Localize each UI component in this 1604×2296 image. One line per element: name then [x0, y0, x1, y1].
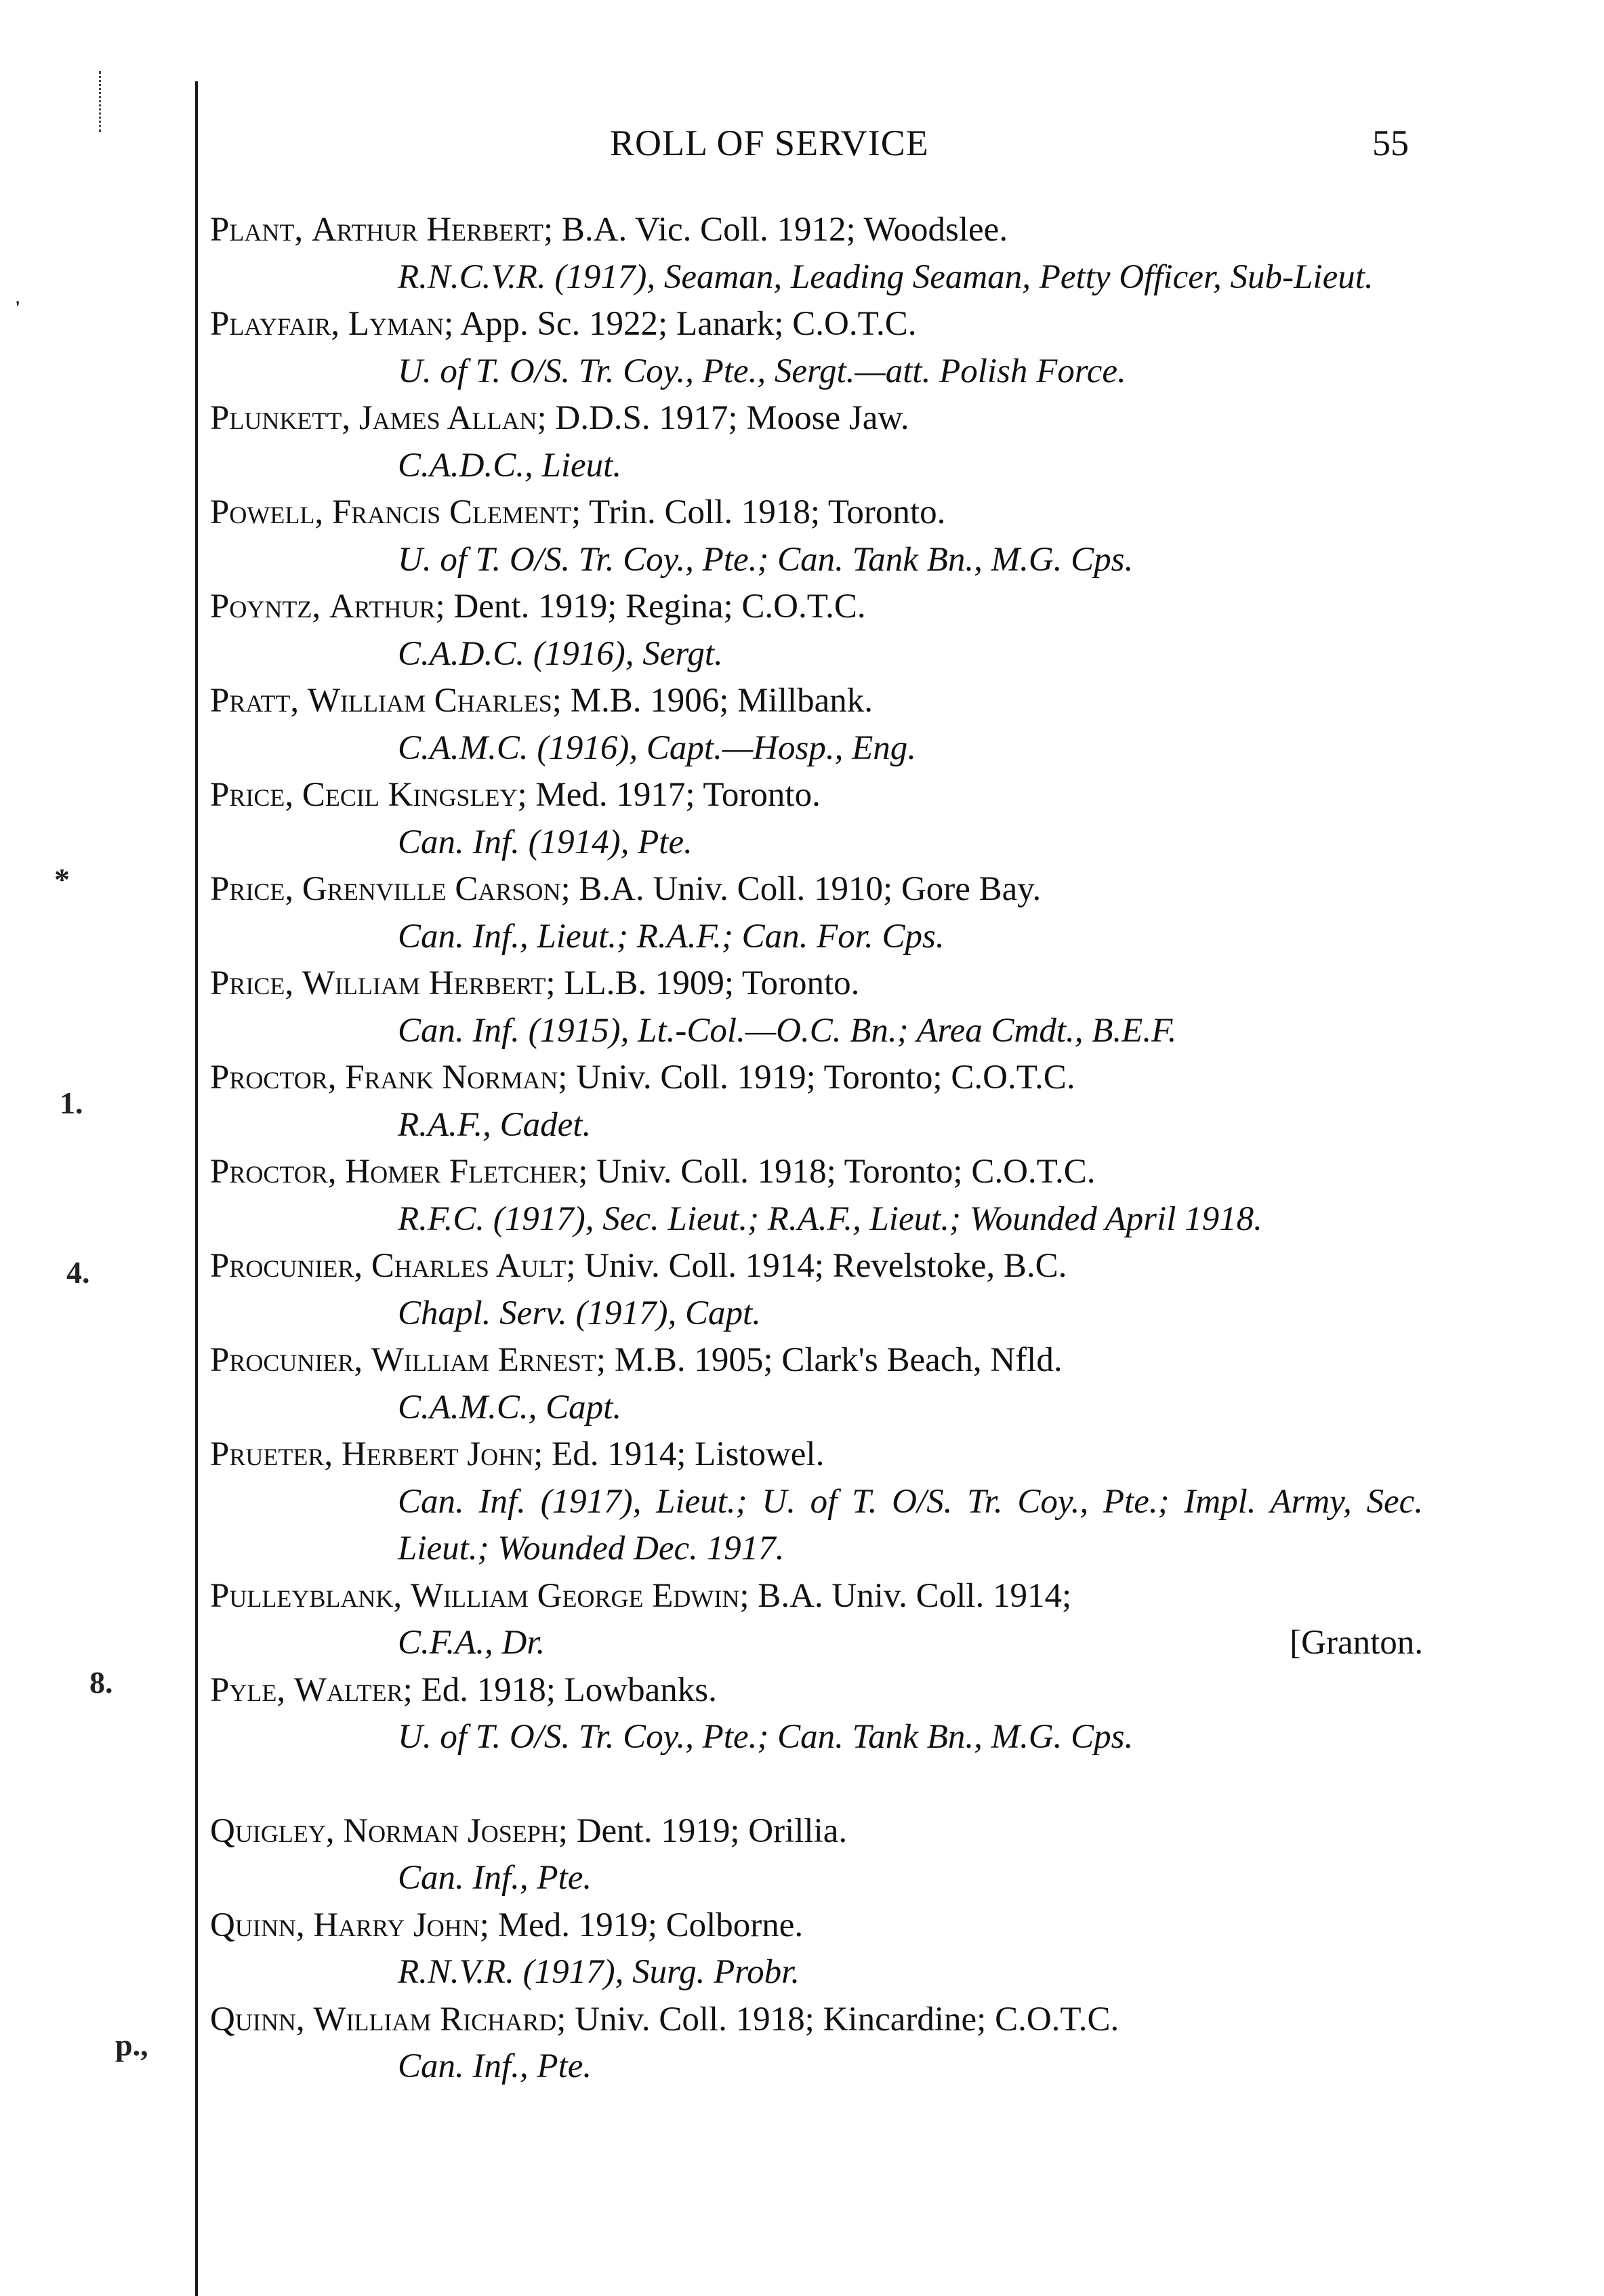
roll-entry [210, 960, 1423, 1054]
roll-entry [210, 583, 1423, 678]
surname: Pyle [210, 1670, 277, 1709]
roll-entry [210, 1573, 1423, 1667]
entry-details: App. Sc. 1922; Lanark; C.O.T.C. [460, 305, 917, 343]
service-text: U. of T. O/S. Tr. Coy., Pte.; Can. Tank Bn., M.G. Cps. [398, 1718, 1134, 1756]
surname: Proctor [210, 1153, 328, 1191]
entry-heading-line: Procunier, Charles Ault; Univ. Coll. 1914; Revelstoke, B.C. [210, 1247, 1067, 1285]
service-text: Can. Inf., Pte. [398, 2047, 592, 2085]
margin-mark: p., [115, 2028, 148, 2062]
forenames: Charles Ault [371, 1247, 567, 1285]
entry-heading-line: Quinn, William Richard; Univ. Coll. 1918; Kincardine; C.O.T.C. [210, 2000, 1119, 2038]
entry-details: B.A. Vic. Coll. 1912; Woodslee. [561, 211, 1008, 249]
roll-entry [210, 1337, 1423, 1431]
service-record [210, 443, 1423, 490]
roll-entry [210, 1431, 1423, 1573]
surname: Plunkett [210, 399, 342, 437]
page-margin-rule [195, 81, 198, 2296]
service-text: C.F.A., Dr. [398, 1624, 546, 1662]
roll-of-service-list [210, 207, 1423, 2091]
entry-details: LL.B. 1909; Toronto. [564, 964, 860, 1002]
forenames: Frank Norman [345, 1059, 558, 1096]
service-text: Can. Inf., Pte. [398, 1859, 592, 1897]
entry-heading-line: Poyntz, Arthur; Dent. 1919; Regina; C.O.T.C. [210, 588, 866, 626]
surname: Pulleyblank [210, 1576, 394, 1615]
roll-entry [210, 1054, 1423, 1149]
service-text: R.N.V.R. (1917), Surg. Probr. [398, 1953, 800, 1991]
roll-entry [210, 489, 1423, 583]
margin-mark: 8. [89, 1665, 113, 1700]
surname: Price [210, 870, 285, 908]
section-gap [210, 1761, 1423, 1808]
entry-details: Med. 1919; Colborne. [497, 1906, 804, 1944]
service-record [210, 819, 1423, 867]
page-title: ROLL OF SERVICE [610, 123, 929, 163]
roll-entry [210, 1667, 1423, 1761]
service-record [210, 1196, 1423, 1244]
entry-heading-line: Playfair, Lyman; App. Sc. 1922; Lanark; C.O.T.C. [210, 305, 917, 343]
service-text: R.A.F., Cadet. [398, 1105, 592, 1144]
entry-heading-line: Proctor, Homer Fletcher; Univ. Coll. 1918; Toronto; C.O.T.C. [210, 1153, 1096, 1191]
entry-heading-line: Price, William Herbert; LL.B. 1909; Toronto. [210, 964, 860, 1002]
service-record [210, 1385, 1423, 1432]
service-text: Chapl. Serv. (1917), Capt. [398, 1294, 761, 1332]
entry-heading-line: Plant, Arthur Herbert; B.A. Vic. Coll. 1912; Woodslee. [210, 211, 1008, 249]
page-number: 55 [1372, 123, 1409, 163]
roll-entry [210, 1808, 1423, 1902]
entry-details: Ed. 1914; Listowel. [552, 1435, 825, 1473]
service-text: Can. Inf. (1915), Lt.-Col.—O.C. Bn.; Area Cmdt., B.E.F. [398, 1011, 1177, 1050]
entry-details: Univ. Coll. 1918; Kincardine; C.O.T.C. [575, 2000, 1119, 2038]
forenames: William George Edwin [410, 1576, 740, 1615]
service-record [210, 914, 1423, 961]
roll-entry [210, 1996, 1423, 2091]
margin-mark: 1. [60, 1086, 83, 1120]
forenames: Arthur [329, 588, 436, 626]
entry-details: Dent. 1919; Regina; C.O.T.C. [453, 588, 866, 626]
entry-details: Med. 1917; Toronto. [535, 776, 821, 814]
surname: Plant [210, 211, 295, 249]
service-record [210, 631, 1423, 678]
service-record [210, 1949, 1423, 1996]
surname: Quigley [210, 1811, 326, 1850]
forenames: Herbert John [341, 1435, 534, 1473]
forenames: Arthur Herbert [311, 211, 543, 249]
entry-details: B.A. Univ. Coll. 1910; Gore Bay. [579, 870, 1042, 908]
surname: Poyntz [210, 588, 312, 626]
entry-heading-line: Price, Cecil Kingsley; Med. 1917; Toronto. [210, 776, 821, 814]
surname: Quinn [210, 1906, 296, 1944]
entry-heading-line: Prueter, Herbert John; Ed. 1914; Listowel. [210, 1435, 825, 1473]
surname: Price [210, 964, 285, 1002]
entry-heading-line: Quigley, Norman Joseph; Dent. 1919; Orillia. [210, 1811, 848, 1850]
forenames: Walter [293, 1670, 403, 1709]
service-record [210, 725, 1423, 773]
entry-details: Ed. 1918; Lowbanks. [421, 1670, 717, 1709]
entry-heading-line: Proctor, Frank Norman; Univ. Coll. 1919; Toronto; C.O.T.C. [210, 1059, 1075, 1096]
forenames: James Allan [358, 399, 537, 437]
surname: Procunier [210, 1341, 354, 1379]
surname: Prueter [210, 1435, 325, 1473]
service-text: U. of T. O/S. Tr. Coy., Pte., Sergt.—att. Polish Force. [398, 352, 1126, 390]
service-text: C.A.M.C., Capt. [398, 1388, 622, 1427]
service-record [210, 2043, 1423, 2091]
service-record [210, 1714, 1423, 1761]
service-text: Can. Inf. (1917), Lieut.; U. of T. O/S. Tr. Coy., Pte.; Impl. Army, Sec. Lieut.; Wounded Dec. 1917. [398, 1482, 1423, 1567]
surname: Procunier [210, 1247, 354, 1285]
forenames: William Charles [307, 682, 552, 720]
running-head [0, 122, 1604, 176]
roll-entry [210, 678, 1423, 772]
surname: Pratt [210, 682, 291, 720]
service-text: C.A.D.C. (1916), Sergt. [398, 634, 723, 673]
roll-entry [210, 207, 1423, 301]
roll-entry [210, 1902, 1423, 1996]
roll-entry [210, 772, 1423, 866]
service-text: C.A.D.C., Lieut. [398, 446, 622, 485]
surname: Powell [210, 493, 315, 531]
entry-heading-line: Price, Grenville Carson; B.A. Univ. Coll. 1910; Gore Bay. [210, 870, 1042, 908]
entry-details: Univ. Coll. 1914; Revelstoke, B.C. [584, 1247, 1067, 1285]
entry-details: M.B. 1905; Clark's Beach, Nfld. [614, 1341, 1063, 1379]
surname: Proctor [210, 1059, 328, 1096]
forenames: Harry John [313, 1906, 480, 1944]
forenames: Cecil Kingsley [302, 776, 518, 814]
entry-heading-line: Quinn, Harry John; Med. 1919; Colborne. [210, 1906, 804, 1944]
entry-details: Univ. Coll. 1919; Toronto; C.O.T.C. [576, 1059, 1075, 1096]
forenames: William Herbert [302, 964, 546, 1002]
entry-details: Trin. Coll. 1918; Toronto. [588, 493, 946, 531]
forenames: Homer Fletcher [345, 1153, 579, 1191]
forenames: William Richard [313, 2000, 557, 2038]
service-record [210, 1479, 1423, 1573]
service-record [210, 1008, 1423, 1055]
details-runover: [Granton. [1290, 1624, 1423, 1662]
entry-heading-line: Plunkett, James Allan; D.D.S. 1917; Moose Jaw. [210, 399, 909, 437]
entry-heading-line: Pyle, Walter; Ed. 1918; Lowbanks. [210, 1670, 717, 1709]
roll-entry [210, 1149, 1423, 1243]
forenames: William Ernest [371, 1341, 596, 1379]
service-text: Can. Inf. (1914), Pte. [398, 823, 693, 861]
service-record [210, 254, 1423, 302]
roll-entry [210, 301, 1423, 395]
entry-details: Univ. Coll. 1918; Toronto; C.O.T.C. [596, 1153, 1096, 1191]
roll-entry [210, 1243, 1423, 1337]
forenames: Francis Clement [331, 493, 571, 531]
service-record [210, 348, 1423, 396]
surname: Quinn [210, 2000, 296, 2038]
entry-details: B.A. Univ. Coll. 1914; [758, 1576, 1072, 1615]
surname: Price [210, 776, 285, 814]
forenames: Norman Joseph [343, 1811, 558, 1850]
service-text: U. of T. O/S. Tr. Coy., Pte.; Can. Tank Bn., M.G. Cps. [398, 540, 1134, 579]
margin-mark: * [54, 862, 70, 897]
forenames: Grenville Carson [302, 870, 561, 908]
margin-mark: 4. [66, 1255, 90, 1290]
entry-heading-line: Powell, Francis Clement; Trin. Coll. 1918; Toronto. [210, 493, 946, 531]
entry-heading-line: Pulleyblank, William George Edwin; B.A. Univ. Coll. 1914; [210, 1576, 1072, 1615]
entry-heading-line: Procunier, William Ernest; M.B. 1905; Clark's Beach, Nfld. [210, 1341, 1063, 1379]
entry-heading-line: Pratt, William Charles; M.B. 1906; Millbank. [210, 682, 873, 720]
service-record [210, 1620, 1423, 1667]
service-text: R.F.C. (1917), Sec. Lieut.; R.A.F., Lieut.; Wounded April 1918. [398, 1200, 1262, 1238]
forenames: Lyman [348, 305, 445, 343]
roll-entry [210, 395, 1423, 489]
service-record [210, 1855, 1423, 1902]
service-text: R.N.C.V.R. (1917), Seaman, Leading Seaman, Petty Officer, Sub-Lieut. [398, 258, 1374, 296]
entry-details: D.D.S. 1917; Moose Jaw. [555, 399, 909, 437]
service-text: C.A.M.C. (1916), Capt.—Hosp., Eng. [398, 729, 916, 767]
roll-entry [210, 866, 1423, 960]
surname: Playfair [210, 305, 331, 343]
service-record [210, 1102, 1423, 1149]
service-text: Can. Inf., Lieut.; R.A.F.; Can. For. Cps. [398, 917, 945, 956]
entry-details: Dent. 1919; Orillia. [576, 1811, 848, 1850]
service-record [210, 1290, 1423, 1338]
service-record [210, 537, 1423, 584]
entry-details: M.B. 1906; Millbank. [570, 682, 873, 720]
margin-mark: ' [15, 297, 21, 319]
